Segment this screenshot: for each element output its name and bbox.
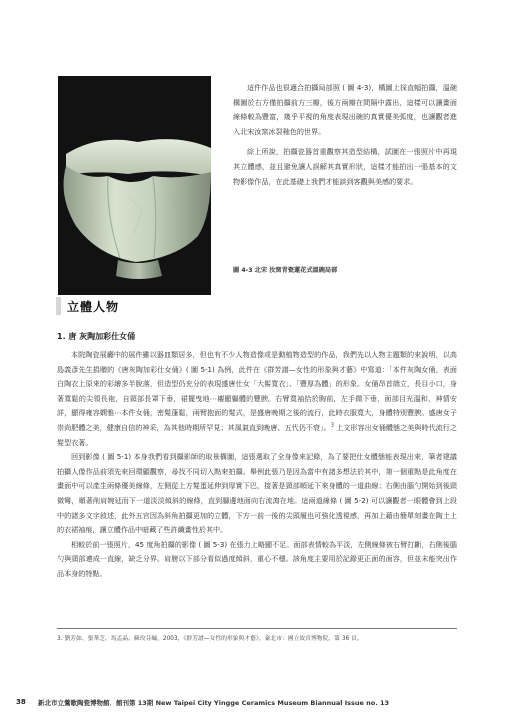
footnote-divider xyxy=(57,628,457,629)
body-text xyxy=(57,348,457,582)
figure-caption: 圖 4-3 北宋 汝窯青瓷蓮花式溫碗局部 xyxy=(233,267,338,274)
paragraph: 這件作品也很適合拍攝局部照 ( 圖 4-3)，構圖上採直幅拍攝，溫碗構圖於右方僅拍攝前方三瓣，後方兩瓣在間隔中露出，這樣可以讓畫面線條較為豐富，幾乎平視的角度表現出碗的真實優美弧度，也讓觀者進入北宋汝窯冰裂釉色的世界。 xyxy=(233,83,457,136)
paragraph xyxy=(57,348,457,450)
footnote-ref[interactable]: 3 xyxy=(330,422,334,429)
section-heading xyxy=(56,296,256,316)
page-number: 38 xyxy=(16,698,26,706)
subheading: 1. 唐 灰陶加彩仕女俑 xyxy=(57,332,136,341)
section-title: 立體人物 xyxy=(67,299,120,314)
paragraph-text: 上文形容出女俑體態之美與時代流行之髮型衣著。 xyxy=(57,422,457,447)
paragraph: 回到影像 ( 圖 5-1) 本身我們看到攝影師的取景構圖，這張選取了全身像來記錄，為了要把仕女體態能表現出來，筆者建議拍攝人像作品前須先來回環顧觀察，尋找不同切入點來拍攝。舉例此張乃是因為當中有諸多想法於其中，第一個重點是此角度在畫面中可以產生兩條優美線條，左側從上方髮蛋延伸到厚實下巴，接著是頸部順延下來身體的一道曲線；右側由腦勺開始到後頸微彎，順著削肩婉延而下一道淡淡傾斜的線條，直到腳邊地面向右流瀉在地。這兩道線條 ( 圖 5-2) 可以讓觀者一眼體會到上段中的諸多文字敘述，此外五官因為斜角拍攝更加的立體，下方一前一後的尖頭履也可強化透視感，再加上藉由簡單刻畫在陶土上的衣裙袖痕，讓立體作品中暗藏了些許纖畫性於其中。 xyxy=(57,452,457,535)
footnote: 3. 劉芳如、張華芝、馬孟晶、蘇玫芬編，2003，《群芳譜—女性的形象與才藝》，臺北市：國立故宮博物院，第 36 頁。 xyxy=(57,636,363,642)
paragraph-text: 本院陶瓷展廳中的展件雖以器皿類居多，但也有不少人物造像或是動植物造型的作品，我們先以人物主題類的來說明，以高島義彥先生捐贈的《唐灰陶加彩仕女俑》( 圖 5-1) 為例，此件在《群芳譜—女性的形象與才藝》中寫道：「本件灰陶女俑，表面白陶衣上原來的彩繪多半脫落，但造型仍充分的表現盛唐仕女「大髻寬衣」、「豐厚為體」的形象。女俑昂首端立，長目小口，身著寬鬆的尖領長袍，自頸部長罩下垂，裙擺曳地⋯襯顯軀體的豐腴。右臂寬袖拾於胸前，左手微下垂，面部目光溫和，神情安詳，顯得雍容嫻雅⋯本件女俑，密髮蓬鬆，兩臂抱面的髮式，是盛唐晚期之後的流行，此時衣服寬大，身體特別豐腴。盛唐女子崇尚肥體之美，健康自信的神采，為其他時期所罕見；其風氣直到晚唐、五代仍不衰」。 xyxy=(57,350,457,432)
running-footer: 新北市立鶯歌陶瓷博物館．館刊第 13期 New Taipei City Yingge Ceramics Museum Biannual Issue no. 13 xyxy=(38,699,390,707)
celadon-bowl-illustration xyxy=(58,76,211,295)
celadon-bowl-photo xyxy=(58,76,211,295)
paragraph: 相較於前一張照片，45 度角拍攝的影像 ( 圖 5-3) 在張力上略顯不足。面部表情較為平淡，左側線條被右臂打斷，右側後腦勺與頸部連成一直線，缺乏分界。肩膀以下部分看似過度傾斜，重心不穩。該角度主要用於記錄更正面的面容，但並未能突出作品本身的特點。 xyxy=(57,539,457,578)
section-bar-decoration xyxy=(56,297,61,315)
right-column-text xyxy=(233,81,457,189)
paragraph: 綜上所說，拍攝瓷器首重觀察其造型結構，試圖在一張照片中再現其立體感，並且避免讓人誤解其真實形狀，這樣才能拍出一張基本的文物影像作品，在此基礎上我們才能談到客觀與美感的要求。 xyxy=(233,147,457,186)
